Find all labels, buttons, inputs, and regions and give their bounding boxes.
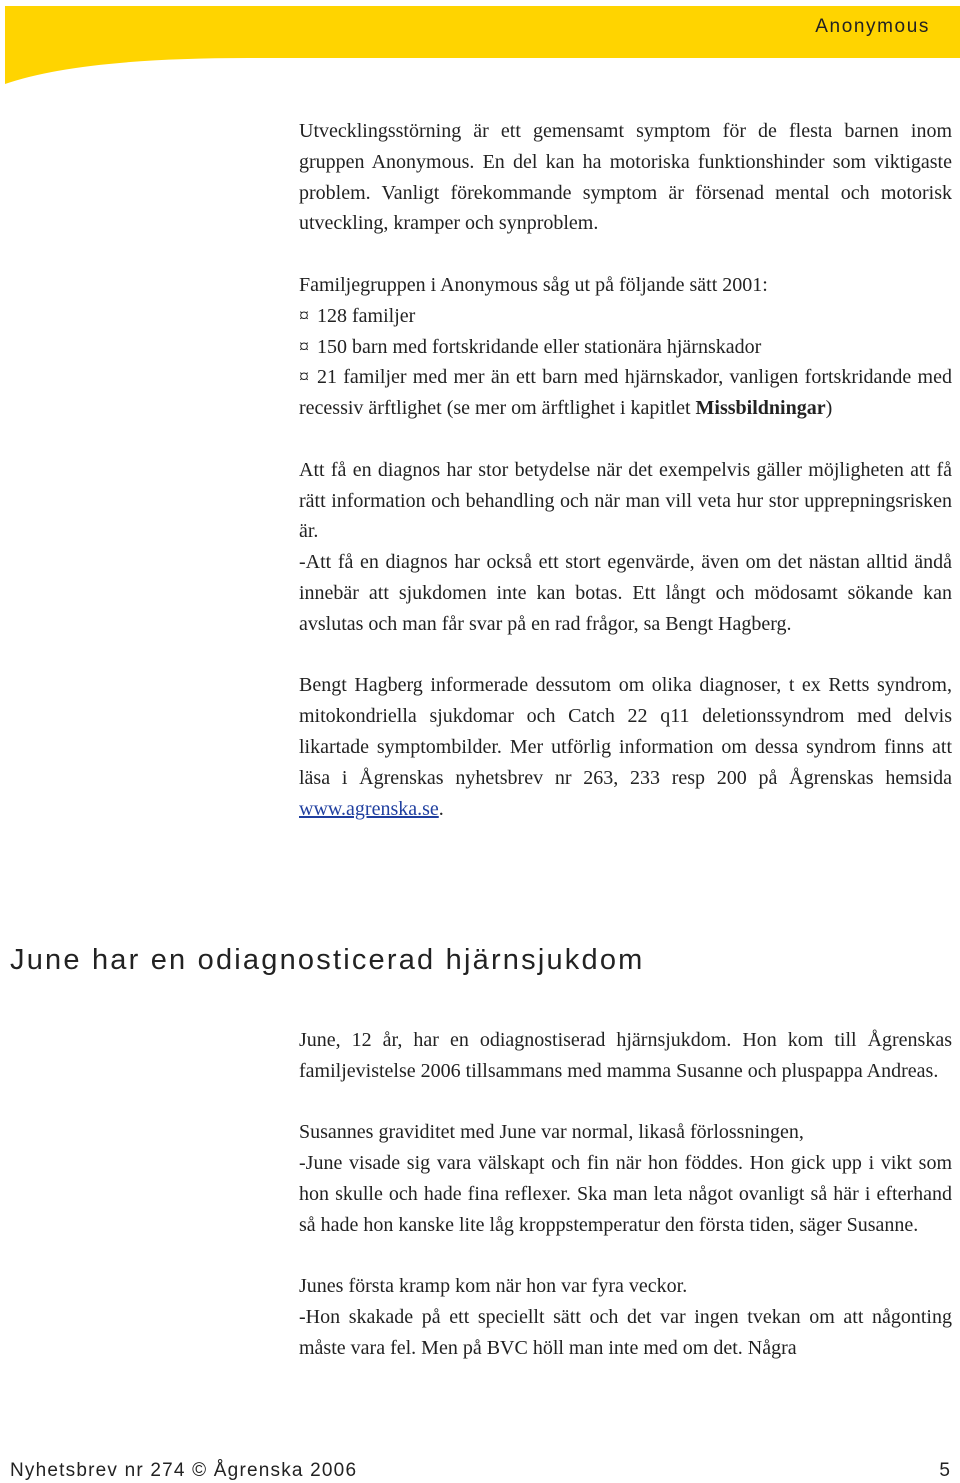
bullet-item <box>299 301 952 332</box>
header-label: Anonymous <box>815 16 930 37</box>
paragraph: Junes första kramp kom när hon var fyra veckor. <box>299 1275 688 1298</box>
chapter-reference: Missbildningar <box>695 397 826 420</box>
paragraph: -June visade sig vara välskapt och fin när hon föddes. Hon gick upp i vikt som hon skulle och hade fina reflexer. Ska man leta något ovanligt så här i efterhand så hade hon kanske lite låg kroppstemperatur den första tiden, säger Susanne. <box>299 1152 952 1236</box>
agrenska-link[interactable]: www.agrenska.se <box>299 797 439 820</box>
bullet-text: 128 familjer <box>317 304 416 327</box>
bullet-text-end: ) <box>825 397 833 420</box>
footer-publication: Nyhetsbrev nr 274 © Ågrenska 2006 <box>10 1460 358 1481</box>
paragraph-end: . <box>438 797 444 820</box>
paragraph: Susannes graviditet med June var normal, likaså förlossningen, <box>299 1121 804 1144</box>
bullet-text: 21 familjer med mer än ett barn med hjärnskador, vanligen fortskridande med recessiv ärftlighet (se mer om ärftlighet i kapitlet <box>299 366 952 420</box>
article-block-2 <box>299 1025 952 1364</box>
bullet-icon: ¤ <box>299 366 309 389</box>
bullet-text: 150 barn med fortskridande eller stationära hjärnskador <box>317 335 762 358</box>
paragraph: -Hon skakade på ett speciellt sätt och det var ingen tvekan om att någonting måste vara fel. Men på BVC höll man inte med om det. Några <box>299 1306 952 1359</box>
family-intro: Familjegruppen i Anonymous såg ut på följande sätt 2001: <box>299 273 768 296</box>
header-banner <box>0 0 960 84</box>
page-number: 5 <box>939 1460 950 1481</box>
bullet-item <box>299 332 952 363</box>
paragraph: Utvecklingsstörning är ett gemensamt symptom för de flesta barnen inom gruppen Anonymous. En del kan ha motoriska funktionshinder som viktigaste problem. Vanligt förekommande symptom är försenad mental och motorisk utveckling, kramper och synproblem. <box>299 120 952 235</box>
article-block-1 <box>299 116 952 824</box>
header-banner-shape <box>0 0 960 84</box>
paragraph: Att få en diagnos har stor betydelse när det exempelvis gäller möjligheten att få rätt information och behandling och när man vill veta hur stor upprepningsrisken är. <box>299 458 952 543</box>
paragraph-text: Bengt Hagberg informerade dessutom om olika diagnoser, t ex Retts syndrom, mitokondriella sjukdomar och Catch 22 q11 deletionssyndrom med delvis likartade symptombilder. Mer utförlig information om dessa syndrom finns att läsa i Ågrenskas nyhetsbrev nr 263, 233 resp 200 på Ågrenskas hemsida <box>299 674 952 789</box>
paragraph: June, 12 år, har en odiagnostiserad hjärnsjukdom. Hon kom till Ågrenskas familjevistelse 2006 tillsammans med mamma Susanne och pluspappa Andreas. <box>299 1029 952 1082</box>
bullet-icon: ¤ <box>299 335 309 358</box>
paragraph: -Att få en diagnos har också ett stort egenvärde, även om det nästan alltid ändå innebär att sjukdomen inte kan botas. Ett långt och mödosamt sökande kan avslutas och man får svar på en rad frågor, sa Bengt Hagberg. <box>299 551 952 635</box>
section-heading: June har en odiagnosticerad hjärnsjukdom <box>10 944 645 976</box>
bullet-item <box>299 362 952 424</box>
bullet-icon: ¤ <box>299 304 309 327</box>
paragraph <box>299 670 952 824</box>
